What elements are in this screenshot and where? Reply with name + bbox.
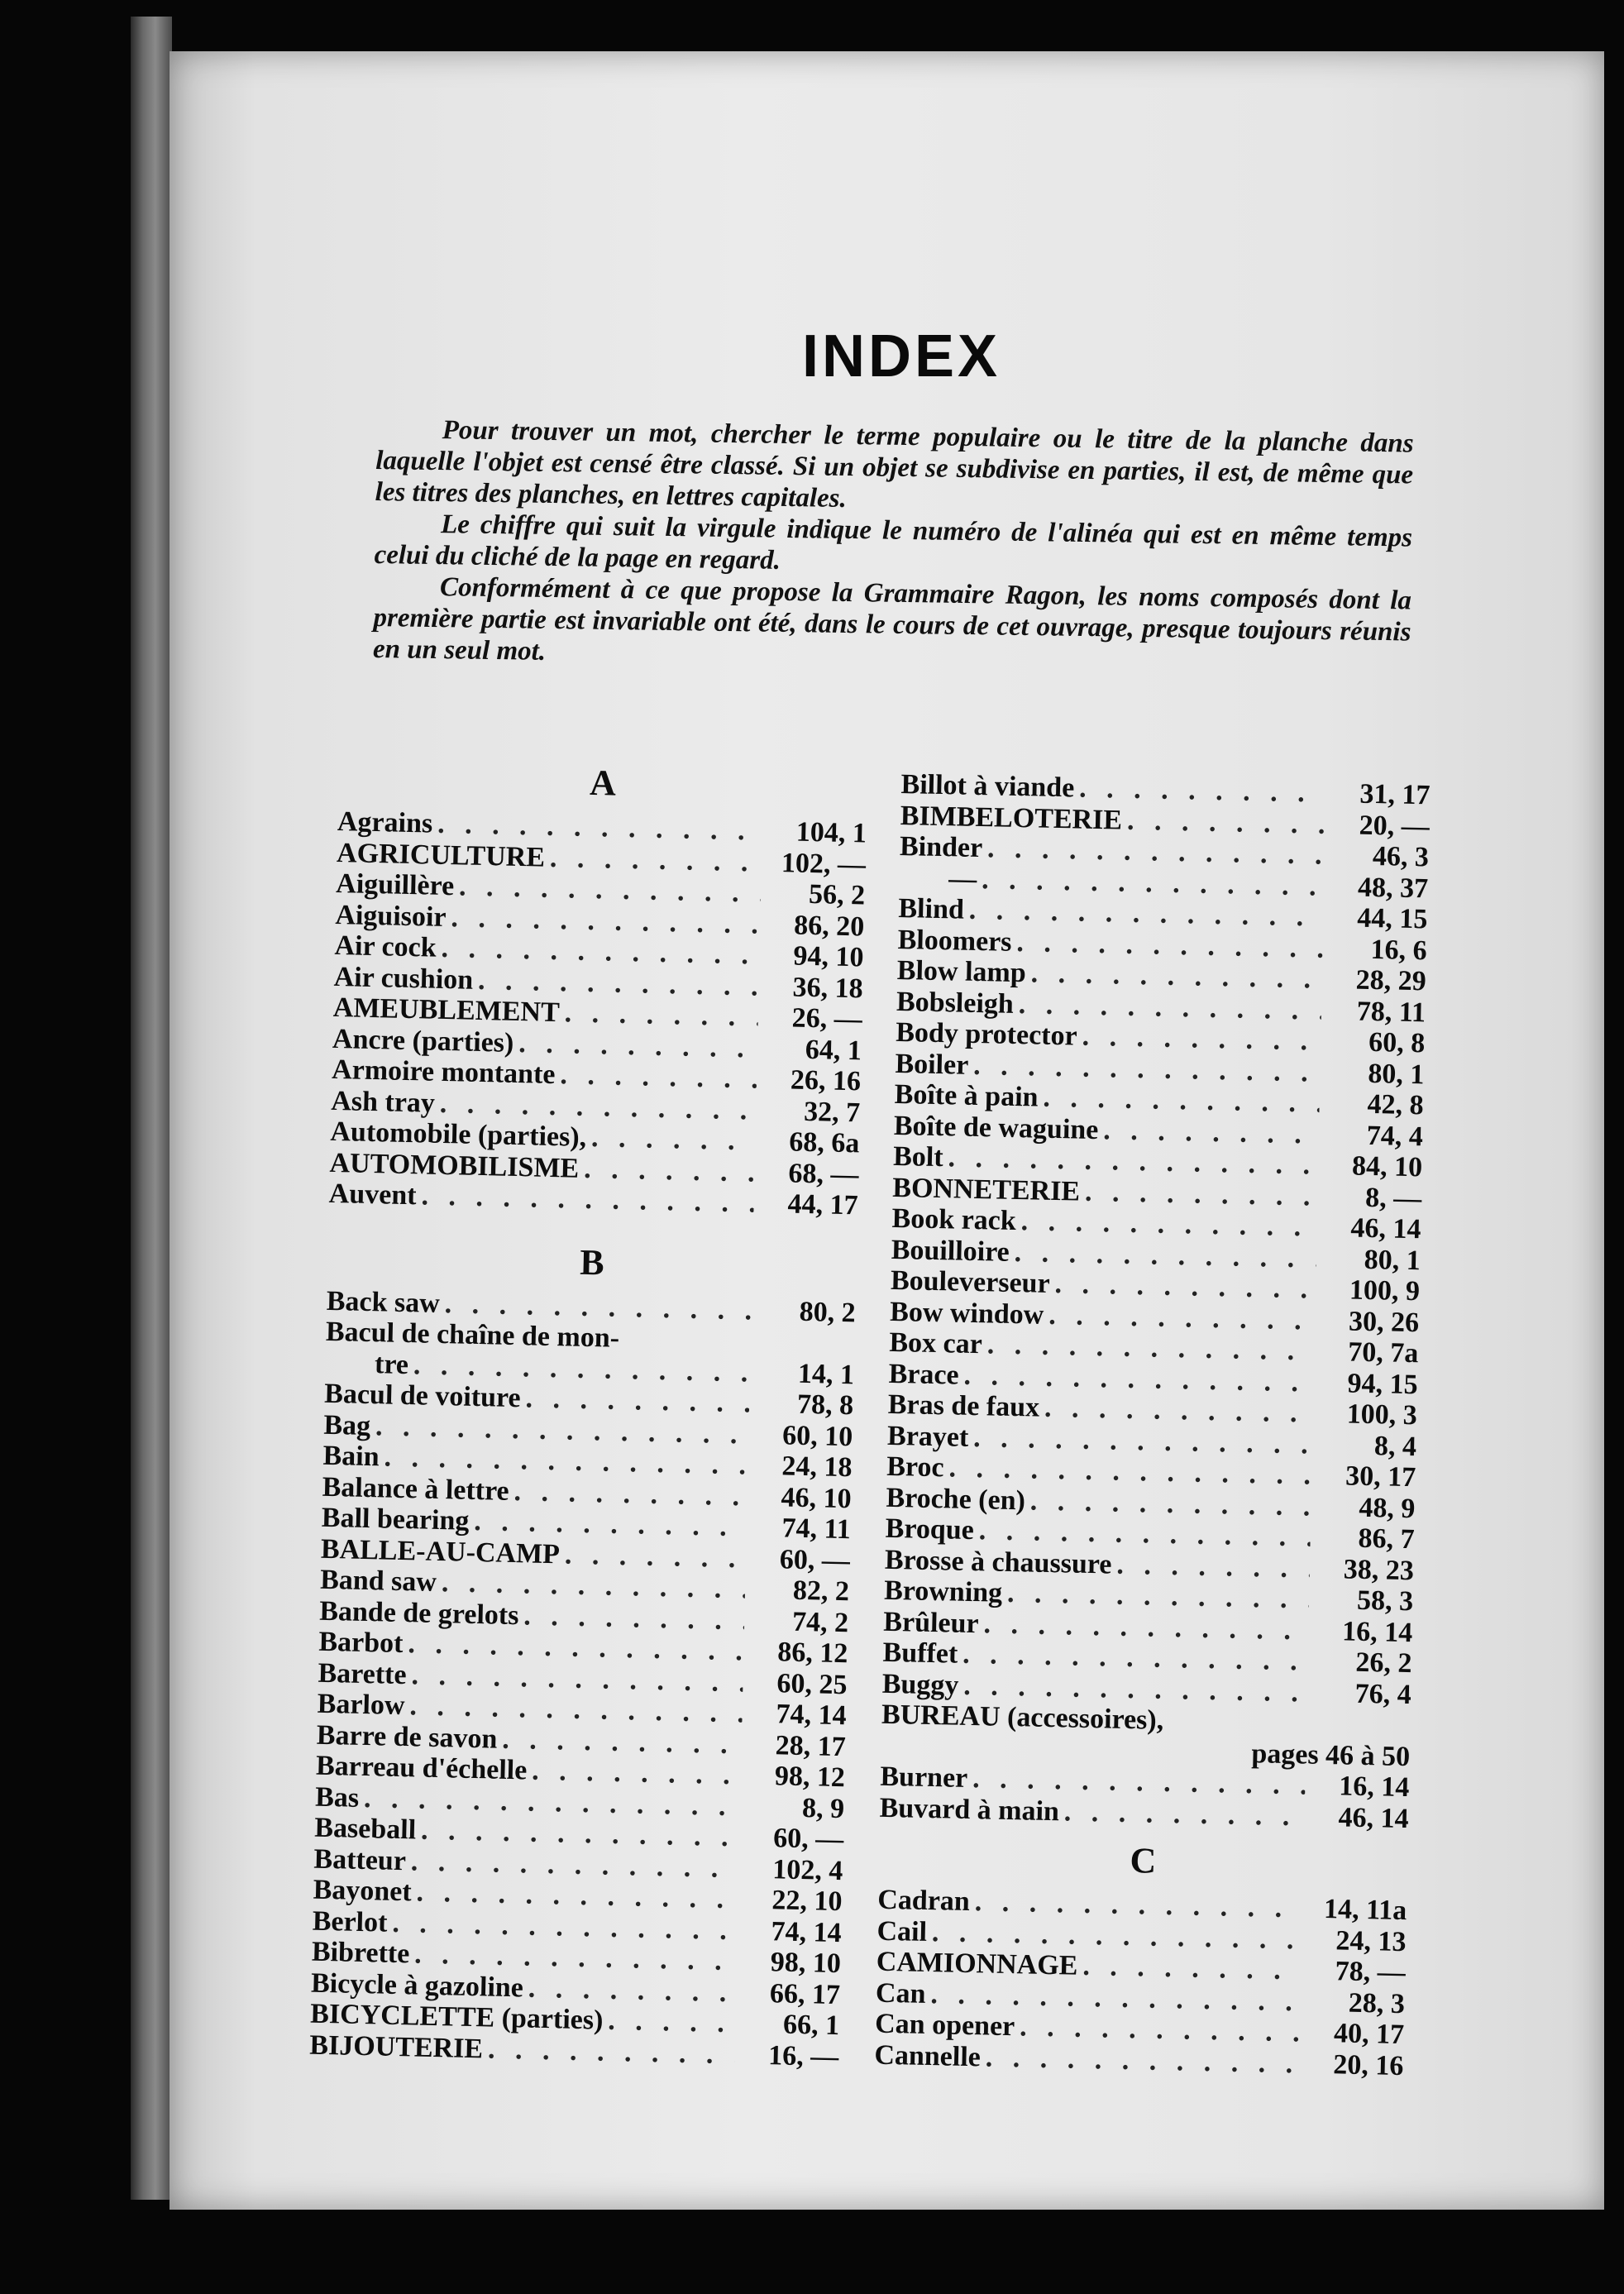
entry-reference: 60, 25: [776, 1667, 848, 1700]
entry-reference: 74, 14: [771, 1915, 843, 1948]
entry-reference: 56, 2: [808, 878, 866, 911]
entry-reference: 8, —: [1364, 1182, 1422, 1214]
entry-term: Brayet: [886, 1420, 969, 1453]
entry-term: Barlow: [317, 1688, 405, 1722]
entry-term: Cadran: [876, 1884, 971, 1918]
entry-term: AUTOMOBILISME: [329, 1147, 580, 1184]
entry-term: tre: [374, 1348, 409, 1380]
entry-term: Bolt: [892, 1140, 944, 1173]
entry-reference: 8, 9: [801, 1792, 845, 1824]
entry-reference: 102, 4: [771, 1853, 843, 1886]
entry-reference: 44, 17: [787, 1188, 859, 1221]
entry-reference: 14, 1: [797, 1358, 855, 1390]
leader-dots: [523, 1600, 745, 1637]
leader-dots: [1054, 1269, 1316, 1305]
entry-reference: 36, 18: [792, 972, 863, 1004]
leader-dots: [591, 1122, 756, 1157]
entry-reference: 74, 14: [776, 1699, 848, 1732]
entry-term: AGRICULTURE: [336, 837, 546, 873]
leader-dots: [488, 2034, 735, 2070]
index-column-right: [874, 769, 1431, 2081]
entry-reference: 74, 2: [791, 1606, 849, 1638]
entry-term: Boiler: [895, 1048, 969, 1081]
index-list-b-end: [879, 1761, 1409, 1834]
entry-term: Buvard à main: [879, 1792, 1060, 1827]
entry-reference: 66, 17: [769, 1977, 841, 2010]
entry-reference: 80, 2: [799, 1296, 857, 1328]
entry-reference: 78, —: [1335, 1956, 1407, 1989]
entry-reference: 24, 18: [781, 1450, 853, 1484]
entry-term: Buffet: [882, 1637, 958, 1670]
page-title: INDEX: [801, 323, 1001, 390]
entry-term: Ash tray: [330, 1085, 436, 1119]
index-list-a: [328, 806, 867, 1221]
entry-reference: 60, 10: [781, 1419, 853, 1452]
entry-term: Cail: [876, 1915, 928, 1948]
leader-dots: [1127, 805, 1325, 840]
entry-reference: 76, 4: [1354, 1678, 1412, 1710]
entry-reference: 16, 14: [1338, 1771, 1410, 1804]
entry-term: Ancre (parties): [332, 1023, 514, 1059]
entry-term: Baseball: [313, 1812, 417, 1846]
leader-dots: [550, 842, 762, 877]
entry-reference: 28, 17: [775, 1729, 847, 1762]
entry-term: Browning: [883, 1575, 1003, 1608]
entry-term: Billot à viande: [900, 769, 1075, 804]
entry-reference: 28, 29: [1355, 964, 1427, 997]
entry-reference: 26, 16: [790, 1064, 862, 1097]
entry-reference: 48, 9: [1359, 1492, 1416, 1524]
entry-term: Buggy: [881, 1668, 959, 1701]
intro-text: [373, 413, 1414, 679]
entry-reference: 38, 23: [1343, 1553, 1415, 1586]
index-column-left: [309, 748, 868, 2072]
entry-term: Binder: [899, 830, 983, 864]
entry-reference: 100, 3: [1346, 1398, 1418, 1431]
entry-term: Barre de savon: [316, 1719, 498, 1755]
entry-term: Bouilloire: [891, 1234, 1010, 1268]
entry-reference: 60, 8: [1368, 1026, 1426, 1059]
leader-dots: [560, 1059, 757, 1095]
entry-reference: 78, 8: [796, 1388, 854, 1422]
leader-dots: [584, 1153, 755, 1188]
entry-term: Body protector: [895, 1016, 1078, 1052]
entry-reference: 46, 3: [1372, 840, 1430, 873]
entry-reference: 94, 15: [1347, 1367, 1418, 1400]
entry-term: Balance à lettre: [322, 1471, 510, 1507]
leader-dots: [1082, 1951, 1302, 1986]
entry-term: Blind: [898, 892, 965, 925]
entry-reference: 100, 9: [1349, 1274, 1421, 1307]
entry-term: Bras de faux: [887, 1388, 1040, 1423]
entry-term: Bacul de chaîne de mon-: [325, 1316, 620, 1354]
entry-reference: 80, 1: [1364, 1244, 1421, 1276]
entry-term: Can: [875, 1977, 926, 2010]
entry-term: Barbot: [318, 1626, 404, 1660]
entry-term: Bloomers: [897, 924, 1012, 958]
entry-term: Agrains: [337, 805, 433, 839]
entry-term: Boîte à pain: [894, 1078, 1039, 1113]
entry-term: Band saw: [319, 1564, 437, 1598]
entry-term: Aiguillère: [335, 867, 455, 902]
section-letter-a: A: [589, 762, 617, 804]
entry-term: BIJOUTERIE: [309, 2029, 484, 2064]
leader-dots: [1064, 1796, 1305, 1833]
entry-term: Berlot: [312, 1905, 388, 1938]
entry-term: Barette: [318, 1657, 408, 1690]
entry-reference: 44, 15: [1356, 902, 1428, 935]
leader-dots: [502, 1723, 742, 1760]
leader-dots: [518, 1028, 757, 1064]
index-list-c: [874, 1885, 1407, 2081]
leader-dots: [1116, 1549, 1310, 1584]
index-list-b-continued: [309, 1379, 854, 2072]
entry-term: Bas: [314, 1781, 360, 1814]
entry-term: Bacul de voiture: [323, 1378, 522, 1414]
entry-term: Bag: [323, 1409, 371, 1441]
leader-dots: [985, 2042, 1299, 2079]
leader-dots: [525, 1383, 749, 1419]
entry-term: Back saw: [326, 1285, 441, 1319]
entry-reference: 31, 17: [1359, 778, 1431, 811]
entry-term: Cannelle: [874, 2039, 982, 2072]
entry-term: Bobsleigh: [896, 986, 1015, 1020]
entry-reference: 82, 2: [792, 1575, 850, 1608]
entry-term: Air cock: [334, 930, 437, 963]
entry-term: Broc: [886, 1450, 944, 1484]
entry-reference: 28, 3: [1348, 1987, 1406, 2019]
entry-reference: 22, 10: [771, 1885, 843, 1918]
entry-term: Broque: [885, 1513, 975, 1546]
entry-term: Bicycle à gazoline: [310, 1967, 524, 2003]
section-letter-c: C: [1130, 1840, 1157, 1881]
entry-term: Brace: [888, 1358, 960, 1391]
entry-term: Bain: [322, 1440, 380, 1473]
leader-dots: [532, 1756, 742, 1791]
entry-reference: 102, —: [781, 847, 867, 880]
entry-reference: 98, 10: [770, 1947, 842, 1980]
entry-reference: 30, 26: [1348, 1305, 1420, 1338]
entry-term: Bande de grelots: [318, 1595, 519, 1631]
entry-term: Book rack: [891, 1202, 1017, 1237]
entry-reference: 64, 1: [805, 1034, 862, 1066]
entry-term: Air cushion: [333, 961, 474, 996]
entry-term: Batteur: [313, 1843, 407, 1876]
section-letter-b: B: [579, 1241, 605, 1283]
entry-term: AMEUBLEMENT: [332, 992, 561, 1029]
entry-reference: 94, 10: [793, 940, 864, 973]
leader-dots: [608, 2005, 736, 2039]
entry-term: Bow window: [889, 1296, 1044, 1331]
entry-reference: 16, 6: [1370, 934, 1427, 966]
entry-reference: 60, —: [772, 1823, 844, 1856]
entry-reference: 86, 12: [776, 1637, 848, 1670]
entry-term: Aiguisoir: [335, 899, 447, 933]
intro-paragraph: Pour trouver un mot, chercher le terme populaire ou le titre de la planche dans laquelle l'objet est censé être classé. Si un objet se subdivise en parties, il est, de même que les titres des planches, en lettres capitales.: [375, 415, 1414, 514]
leader-dots: [564, 997, 758, 1033]
entry-reference: 74, 4: [1366, 1120, 1424, 1152]
entry-reference: 20, —: [1359, 810, 1431, 842]
entry-reference: 98, 12: [774, 1761, 846, 1794]
leader-dots: [1082, 1021, 1321, 1058]
entry-reference: 40, 17: [1333, 2018, 1405, 2051]
intro-paragraph: Conformément à ce que propose la Grammaire Ragon, les noms composés dont la première partie est invariable ont été, dans le cours de cet ouvrage, presque toujours réunis en un seul mot.: [372, 572, 1412, 667]
entry-reference: 74, 11: [781, 1513, 852, 1546]
entry-reference: 68, —: [788, 1157, 859, 1190]
entry-term: Box car: [889, 1326, 983, 1360]
entry-term: Bibrette: [311, 1936, 410, 1970]
leader-dots: [421, 1180, 754, 1219]
entry-reference: pages 46 à 50: [1251, 1737, 1411, 1772]
entry-term: Armoire montante: [331, 1054, 556, 1091]
entry-term: CAMIONNAGE: [876, 1946, 1078, 1981]
leader-dots: [513, 1476, 748, 1513]
leader-dots: [1079, 773, 1326, 810]
entry-term: BONNETERIE: [892, 1172, 1081, 1207]
entry-reference: 80, 1: [1368, 1058, 1425, 1090]
entry-reference: 24, 13: [1335, 1924, 1407, 1957]
entry-term: Auvent: [328, 1178, 417, 1212]
leader-dots: [565, 1539, 747, 1574]
entry-term: Boîte de waguine: [893, 1110, 1099, 1145]
entry-reference: 58, 3: [1356, 1584, 1414, 1618]
entry-term: BICYCLETTE (parties): [309, 1998, 604, 2036]
entry-term: —: [948, 863, 977, 895]
entry-reference: 70, 7a: [1347, 1336, 1419, 1369]
entry-reference: 86, 20: [793, 910, 865, 942]
entry-reference: 48, 37: [1357, 872, 1429, 904]
entry-reference: 46, 14: [1350, 1212, 1421, 1245]
entry-reference: 104, 1: [795, 816, 867, 849]
entry-reference: 84, 10: [1351, 1150, 1423, 1183]
entry-term: Brosse à chaussure: [884, 1544, 1112, 1580]
entry-reference: 68, 6a: [788, 1126, 860, 1159]
entry-reference: 42, 8: [1367, 1088, 1425, 1121]
entry-reference: 30, 17: [1345, 1460, 1416, 1493]
index-list-b-right: [881, 769, 1430, 1710]
entry-reference: 16, 14: [1341, 1615, 1413, 1648]
leader-dots: [1103, 1115, 1319, 1150]
entry-term: Automobile (parties),: [330, 1116, 587, 1153]
entry-reference: 46, 14: [1338, 1801, 1409, 1834]
entry-reference: 8, 4: [1373, 1430, 1417, 1462]
entry-reference: 86, 7: [1358, 1522, 1416, 1556]
entry-reference: 66, 1: [782, 2009, 840, 2042]
entry-reference: 78, 11: [1356, 996, 1426, 1028]
entry-term: Can opener: [874, 2008, 1015, 2043]
entry-reference: 16, —: [767, 2039, 839, 2072]
entry-term: BIMBELOTERIE: [900, 800, 1123, 836]
entry-term: BALLE-AU-CAMP: [320, 1533, 561, 1570]
leader-dots: [528, 1972, 736, 2008]
entry-reference: 20, 16: [1332, 2048, 1404, 2081]
entry-reference: 46, 10: [781, 1481, 852, 1514]
entry-term: BUREAU (accessoires),: [881, 1699, 1164, 1736]
entry-reference: 60, —: [779, 1543, 851, 1576]
entry-term: Brûleur: [883, 1606, 979, 1639]
entry-term: Ball bearing: [321, 1502, 470, 1537]
entry-term: Bayonet: [313, 1874, 413, 1908]
entry-reference: 32, 7: [803, 1096, 861, 1128]
entry-term: Barreau d'échelle: [315, 1750, 528, 1786]
entry-term: Bouleverseur: [890, 1264, 1051, 1299]
entry-reference: 26, —: [791, 1002, 863, 1035]
intro-paragraph: Le chiffre qui suit la virgule indique le numéro de l'alinéa qui est en même temps celui du cliché de la page en regard.: [374, 509, 1413, 576]
entry-term: Broche (en): [886, 1482, 1026, 1516]
entry-reference: 26, 2: [1355, 1646, 1412, 1680]
leader-dots: [1085, 1176, 1318, 1212]
entry-term: Burner: [880, 1761, 968, 1794]
entry-reference: 14, 11a: [1323, 1894, 1407, 1927]
entry-term: Blow lamp: [896, 954, 1027, 989]
